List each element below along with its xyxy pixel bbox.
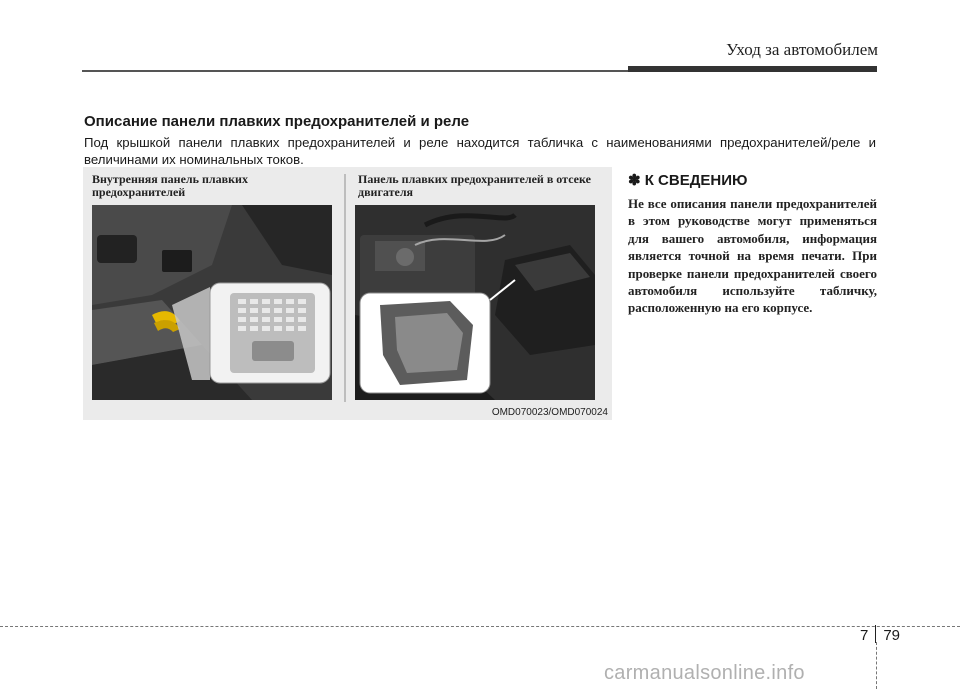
- footer-crop-mark: [876, 642, 877, 689]
- page-number: [860, 625, 900, 644]
- engine-fuse-box-photo: [355, 205, 595, 400]
- note-title: ✽ К СВЕДЕНИЮ: [628, 172, 748, 189]
- running-header-title: Уход за автомобилем: [726, 40, 878, 59]
- watermark: carmanualsonline.info: [604, 662, 805, 684]
- interior-fuse-panel-photo: [92, 205, 332, 400]
- left-figure-caption: Внутренняя панель плавких предохранителей: [92, 172, 248, 199]
- figure-code: OMD070023/OMD070024: [491, 407, 608, 418]
- figure-divider: [344, 174, 346, 402]
- footer-rule: [0, 626, 960, 627]
- note-body: Не все описания панели предохранителей в этом руководстве могут применяться для вашего автомобиля, информация является точной на время печати. При проверке панели предохранителей своего автомобиля используйте табличку, расположенную на его корпусе.: [628, 196, 877, 316]
- right-figure-caption: Панель плавких предохранителей в отсеке двигателя: [358, 172, 591, 199]
- chapter-number: 7: [860, 627, 869, 644]
- engine-fuse-box-illustration: [355, 205, 595, 400]
- section-title: Описание панели плавких предохранителей и реле: [84, 113, 470, 130]
- section-body: Под крышкой панели плавких предохранителей и реле находится табличка с наименованиями предохранителей/реле и величинами их номинальных токов.: [84, 135, 876, 167]
- header-rule-accent: [628, 66, 877, 72]
- page-number-separator: [875, 625, 876, 643]
- interior-fuse-panel-illustration: [92, 205, 332, 400]
- page-number-value: 79: [883, 627, 901, 644]
